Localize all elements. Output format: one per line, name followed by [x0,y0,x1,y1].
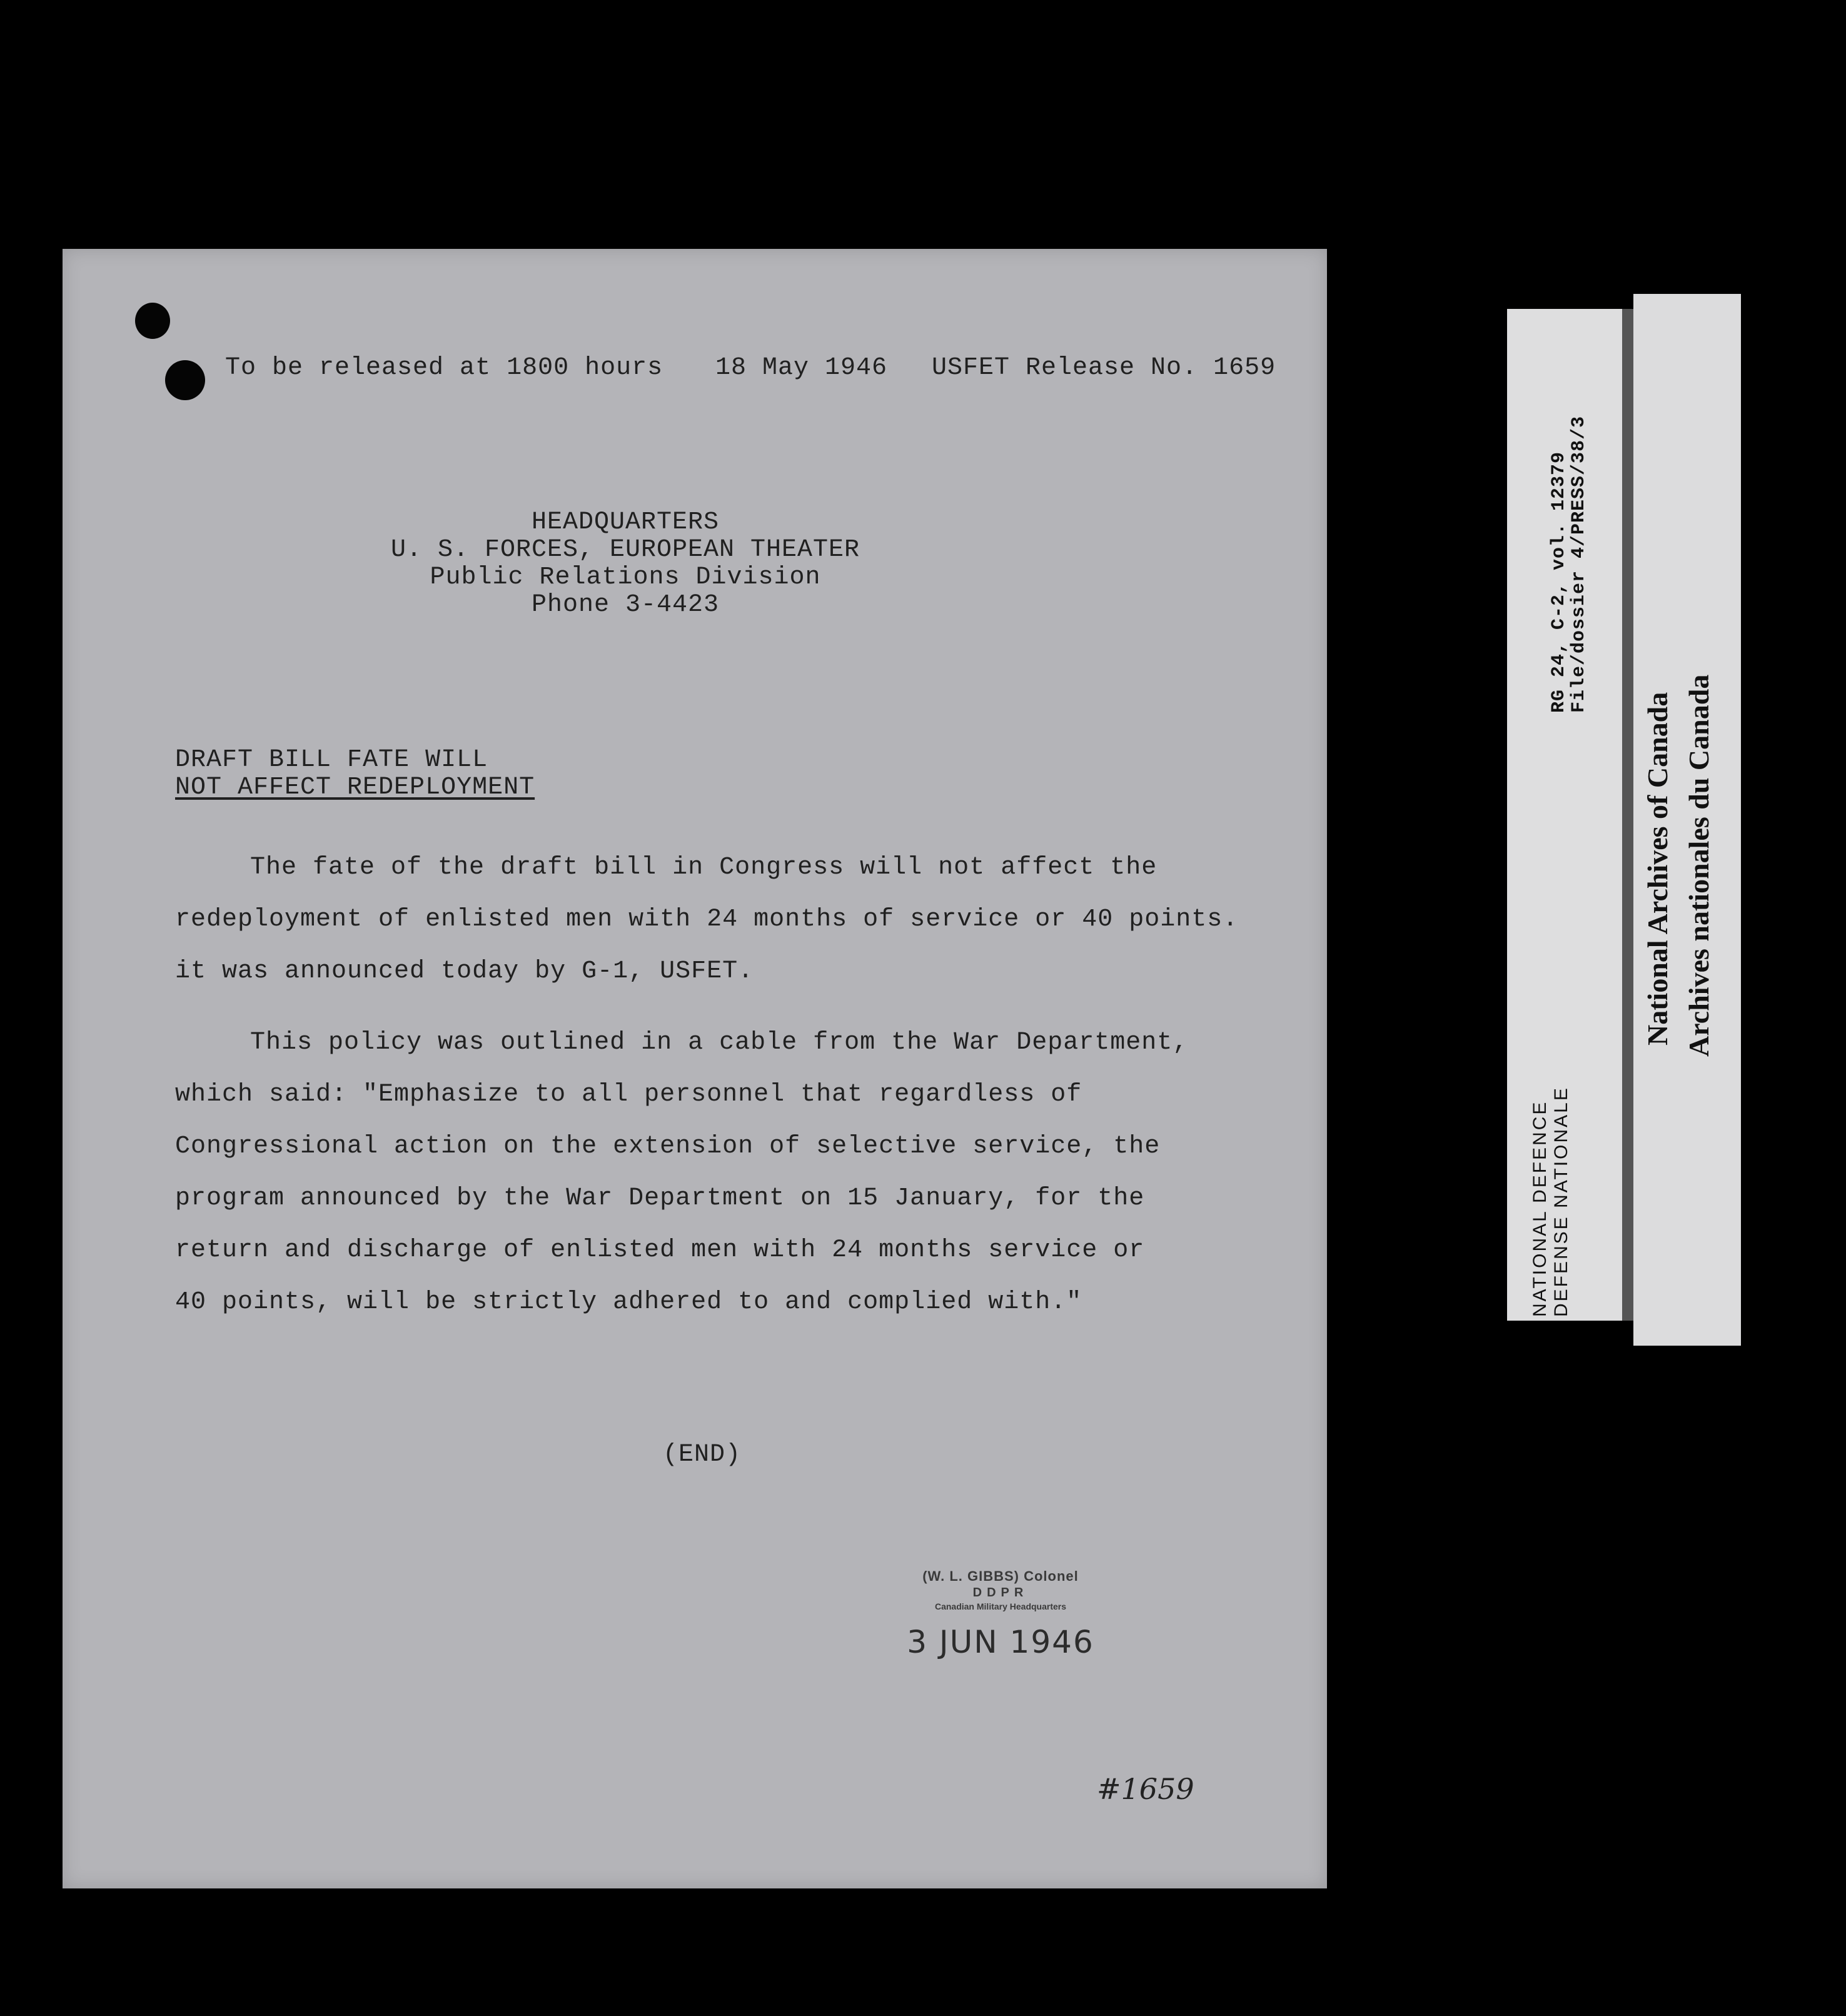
letterhead [375,509,875,619]
release-line [225,354,1288,391]
punch-hole-bottom [165,360,205,400]
stamp-name: (W. L. GIBBS) Colonel [922,1568,1079,1584]
received-stamp [869,1568,1132,1660]
stamp-code: DDPR [972,1586,1029,1600]
letterhead-line-3: Public Relations Division [430,563,821,592]
paragraph-2-line-3: Congressional action on the extension of selective service, the [175,1132,1161,1161]
end-mark: (END) [663,1441,742,1469]
release-time-text: To be released at 1800 hours [225,354,663,382]
headline-line-2: NOT AFFECT REDEPLOYMENT [175,774,535,802]
handwritten-number: #1659 [1097,1772,1194,1806]
paragraph-2-line-4: program announced by the War Department on 15 January, for the [175,1184,1145,1212]
stamp-org: Canadian Military Headquarters [934,1601,1067,1611]
paragraph-2-line-5: return and discharge of enlisted men with 24 months service or [175,1236,1145,1264]
stamp-date: 3 JUN 1946 [907,1624,1094,1660]
archives-name-english: National Archives of Canada [1642,692,1673,1046]
paragraph-2-line-2: which said: "Emphasize to all personnel that regardless of [175,1081,1082,1109]
headline-line-1: DRAFT BILL FATE WILL [175,746,488,774]
document-page [63,249,1327,1888]
archive-reference-line-1: RG 24, C-2, vol. 12379 [1548,451,1570,713]
letterhead-line-4: Phone 3-4423 [531,591,720,619]
label-divider [1622,309,1633,1321]
paragraph-2-line-6: 40 points, will be strictly adhered to and complied with." [175,1288,1082,1316]
paragraph-1-line-2: redeployment of enlisted men with 24 months of service or 40 points. [175,905,1239,934]
department-line-2: DEFENSE NATIONALE [1551,1086,1571,1317]
letterhead-line-1: HEADQUARTERS [531,508,720,537]
release-date: 18 May 1946 [715,354,888,382]
paragraph-2 [175,1017,1276,1328]
letterhead-line-2: U. S. FORCES, EUROPEAN THEATER [390,536,860,564]
punch-hole-top [135,303,170,339]
archives-name-french: Archives nationales du Canada [1683,674,1715,1057]
paragraph-2-line-1: This policy was outlined in a cable from the War Department, [250,1029,1189,1057]
headline [175,747,535,802]
paragraph-1-line-3: it was announced today by G-1, USFET. [175,957,754,985]
release-number: USFET Release No. 1659 [932,354,1276,382]
department-line-1: NATIONAL DEFENCE [1530,1100,1550,1317]
archive-reference-line-2: File/dossier 4/PRESS/38/3 [1568,415,1590,713]
paragraph-1 [175,842,1276,997]
paragraph-1-line-1: The fate of the draft bill in Congress will not affect the [250,854,1158,882]
